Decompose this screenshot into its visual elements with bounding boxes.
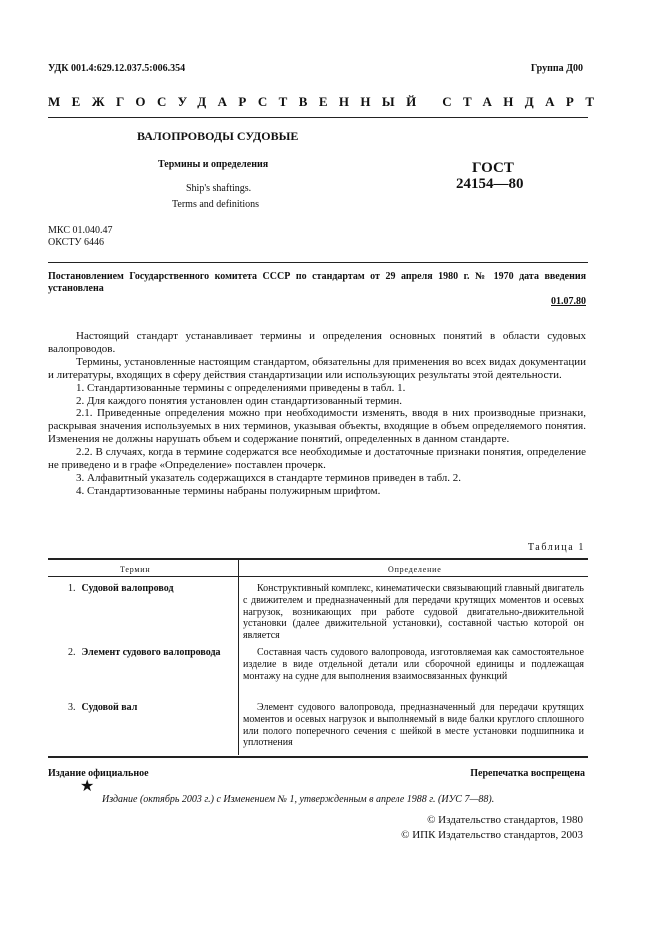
table-top-rule: [48, 558, 588, 560]
table-bottom-rule: [48, 756, 588, 758]
table-row-definition: Составная часть судового валопровода, изготовляемая как самостоятельное изделие в виде отдельной детали или сборочной единицы и подлежащая монтажу на судне для выполнения взаимосвязанных функций: [243, 647, 584, 682]
table-row-term: 3. Судовой вал: [68, 702, 138, 713]
header-definition: Определение: [388, 565, 442, 574]
reprint-prohibited: Перепечатка воспрещена: [470, 768, 585, 779]
decree-top-rule: [48, 262, 588, 263]
mks-code: МКС 01.040.47: [48, 225, 113, 236]
classification-codes: [48, 225, 112, 249]
standard-banner: МЕЖГОСУДАРСТВЕННЫЙ СТАНДАРТ: [48, 94, 606, 109]
paragraph: Термины, установленные настоящим стандартом, обязательны для применения во всех видах документации и литературы, входящих в сферу действия стандартизации или использующих результаты этой деятельности.: [48, 355, 586, 381]
paragraph: 2.1. Приведенные определения можно при необходимости изменять, вводя в них производные признаки, раскрывая значения используемых в них терминов, указывая объекты, входящие в объем определяемого понятия. Изменения не должны нарушать объем и содержание понятий, определенных в данном стандарте.: [48, 407, 586, 446]
udk-code: УДК 001.4:629.12.037.5:006.354: [48, 63, 186, 74]
banner-rule: [48, 117, 588, 118]
okstu-code: ОКСТУ 6446: [48, 237, 105, 248]
paragraph: Настоящий стандарт устанавливает термины и определения основных понятий в области судовых валопроводов.: [48, 330, 586, 355]
document-subtitle: Термины и определения: [158, 159, 269, 170]
document-title: ВАЛОПРОВОДЫ СУДОВЫЕ: [137, 129, 299, 143]
table-caption: Таблица 1: [527, 542, 585, 553]
table-header-rule: [48, 576, 588, 577]
english-title: Ship's shaftings.: [186, 183, 252, 194]
paragraph: 2. Для каждого понятия установлен один стандартизованный термин.: [76, 394, 402, 407]
decree-text: Постановлением Государственного комитета СССР по стандартам от 29 апреля 1980 г. № 1970 дата введения установлена: [48, 271, 586, 294]
paragraph: 1. Стандартизованные термины с определениями приведены в табл. 1.: [76, 381, 406, 394]
table-row-term: 1. Судовой валопровод: [68, 583, 174, 594]
gost-label: ГОСТ: [472, 160, 514, 176]
paragraph: 4. Стандартизованные термины набраны полужирным шрифтом.: [76, 484, 381, 497]
term-label: Элемент судового валопровода: [81, 647, 221, 658]
table-column-divider: [238, 558, 239, 755]
edition-note: Издание (октябрь 2003 г.) с Изменением № 1, утвержденным в апреле 1988 г. (ИУС 7—88).: [102, 794, 495, 805]
english-subtitle: Terms and definitions: [172, 199, 260, 210]
official-edition: Издание официальное: [48, 768, 149, 779]
copyright-1980: © Издательство стандартов, 1980: [427, 814, 583, 826]
star-icon: ★: [80, 778, 95, 795]
body-text: [48, 330, 586, 498]
term-label: Судовой вал: [81, 702, 138, 713]
table-row-definition: Элемент судового валопровода, предназначенный для передачи крутящих моментов и осевых нагрузок и выполняемый в виде балки круглого сплошного или полого поперечного сечения с шейкой в месте установки подшипника и уплотнения: [243, 702, 584, 749]
paragraph: 3. Алфавитный указатель содержащихся в стандарте терминов приведен в табл. 2.: [76, 471, 462, 484]
table-row-definition: Конструктивный комплекс, кинематически связывающий главный двигатель с движителем и предназначенный для передачи крутящих моментов и осевых нагрузок, возникающих при работе судовой двигательно-движительной установки (далее движительной установки), составной частью которой он является: [243, 583, 584, 642]
group-code: Группа Д00: [530, 63, 583, 74]
paragraph: 2.2. В случаях, когда в термине содержатся все необходимые и достаточные признаки понятия, определение не приведено и в графе «Определение» поставлен прочерк.: [48, 446, 586, 472]
copyright-2003: © ИПК Издательство стандартов, 2003: [401, 829, 583, 841]
table-row-term: 2. Элемент судового валопровода: [68, 647, 221, 658]
term-label: Судовой валопровод: [81, 583, 174, 594]
header-term: Термин: [120, 565, 151, 574]
gost-number: 24154—80: [456, 176, 524, 192]
introduction-date: 01.07.80: [551, 296, 586, 307]
